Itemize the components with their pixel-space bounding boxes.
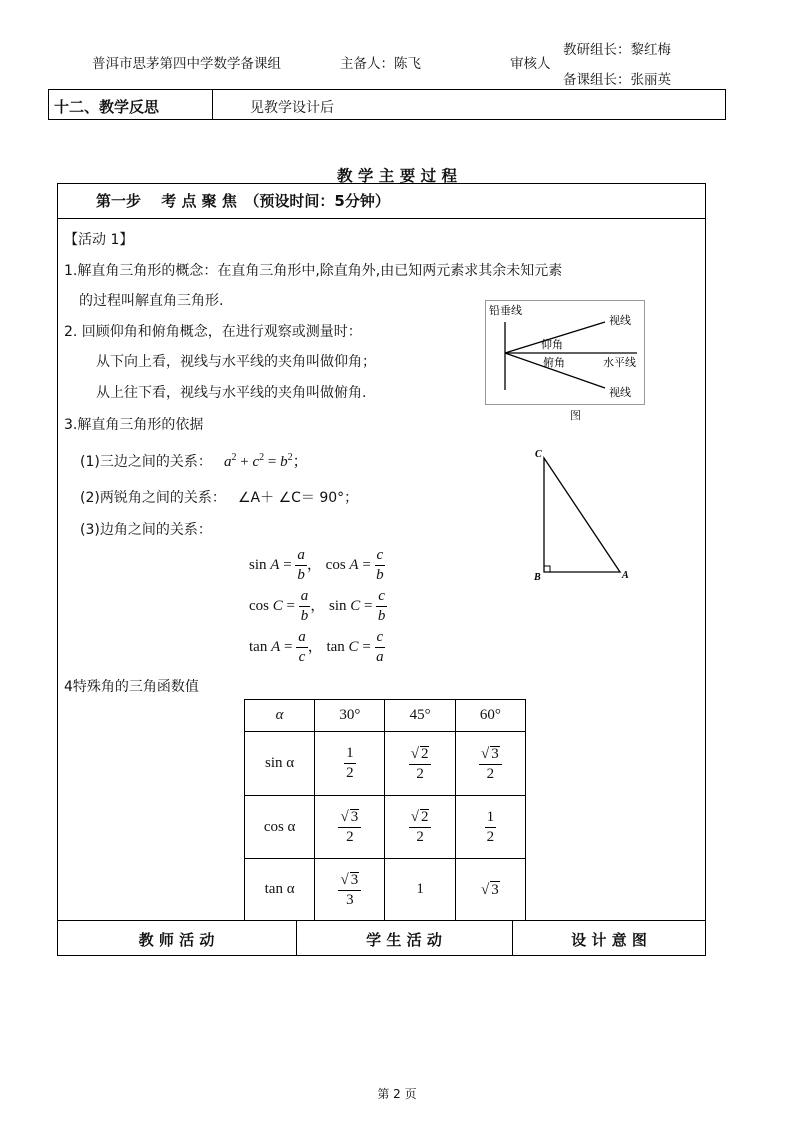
- design-intent-header: 设 计 意 图: [571, 931, 647, 949]
- teacher-activity-header: 教 师 活 动: [138, 931, 215, 949]
- table-header-alpha: α: [245, 700, 315, 732]
- special-angles-table: [244, 699, 526, 921]
- sight-bottom-label: 视线: [609, 386, 631, 399]
- vertex-c-label: C: [535, 449, 542, 460]
- item2-line1: 2. 回顾仰角和俯角概念，在进行观察或测量时：: [64, 324, 362, 340]
- prep-leader: 备课组长：张丽英: [563, 72, 671, 88]
- item2-line2: 从下向上看，视线与水平线的夹角叫做仰角；: [96, 354, 376, 370]
- tan-formulas: tan A = $\frac{a}{c}$ ， tan C = $\frac{c}{a}$: [249, 629, 384, 665]
- reflection-value: 见教学设计后: [250, 100, 334, 116]
- cos-sin-c-formulas: cos C = $\frac{a}{b}$ ， sin C = $\frac{c}{b}$: [249, 588, 386, 624]
- plumb-line-label: 铅垂线: [489, 304, 522, 317]
- sin-45: $\frac{√ 2}{2}$: [385, 732, 455, 796]
- rel2-formula: ∠A＋ ∠C＝ 90°；: [238, 490, 359, 506]
- item1-line2: 的过程叫解直角三角形.: [79, 293, 224, 309]
- reviewer: 审核人: [510, 56, 551, 72]
- step-heading: 第一步 考 点 聚 焦 （预设时间：5分钟）: [96, 192, 390, 210]
- tan-30: $\frac{√ 3}{3}$: [315, 859, 385, 921]
- reflection-row: [48, 89, 726, 120]
- elevation-label: 仰角: [541, 338, 563, 351]
- tan-60: √ 3: [455, 859, 525, 921]
- student-activity-header: 学 生 活 动: [366, 931, 442, 949]
- figure-caption: 图: [570, 409, 581, 422]
- horizontal-label: 水平线: [603, 356, 636, 369]
- rel3-label: (3)边角之间的关系：: [80, 522, 212, 538]
- cos-45: $\frac{√ 2}{2}$: [385, 796, 455, 859]
- item1-line1: 1.解直角三角形的概念：在直角三角形中,除直角外,由已知两元素求其余未知元素: [64, 263, 563, 279]
- row-label-sin: sin α: [245, 732, 315, 796]
- item4: 4特殊角的三角函数值: [64, 679, 199, 695]
- reflection-label: 十二、教学反思: [54, 98, 160, 116]
- item3: 3.解直角三角形的依据: [64, 417, 204, 433]
- row-label-tan: tan α: [245, 859, 315, 921]
- row-label-cos: cos α: [245, 796, 315, 859]
- sin-cos-a-formulas: sin A = $\frac{a}{b}$ ， cos A = $\frac{c}{b}$: [249, 547, 384, 583]
- vertex-b-label: B: [534, 572, 541, 583]
- rel1-label: (1)三边之间的关系：: [80, 454, 212, 470]
- rel2-label: (2)两锐角之间的关系：: [80, 490, 226, 506]
- table-header-30: 30°: [315, 700, 385, 732]
- cos-30: $\frac{√ 3}{2}$: [315, 796, 385, 859]
- cos-60: $\frac{1}{2}$: [455, 796, 525, 859]
- sin-60: $\frac{√ 3}{2}$: [455, 732, 525, 796]
- page-number: 第 2 页: [377, 1087, 417, 1101]
- preparer: 主备人：陈飞: [340, 56, 421, 72]
- table-header-45: 45°: [385, 700, 455, 732]
- depression-label: 俯角: [543, 356, 565, 369]
- sin-30: $\frac{1}{2}$: [315, 732, 385, 796]
- vertex-a-label: A: [622, 570, 629, 581]
- elevation-depression-figure: [485, 300, 645, 406]
- activity-label: 【活动 1】: [64, 232, 134, 248]
- table-header-60: 60°: [455, 700, 525, 732]
- school-group: 普洱市思茅第四中学数学备课组: [92, 56, 281, 72]
- sight-top-label: 视线: [609, 314, 631, 327]
- rel1-formula: $a^2 + c^2 = b^2$；: [224, 452, 308, 470]
- right-triangle-figure: [530, 444, 640, 584]
- process-title: 教 学 主 要 过 程: [337, 167, 457, 185]
- tan-45: 1: [385, 859, 455, 921]
- item2-line3: 从上往下看，视线与水平线的夹角叫做俯角.: [96, 385, 367, 401]
- research-leader: 教研组长：黎红梅: [563, 42, 671, 58]
